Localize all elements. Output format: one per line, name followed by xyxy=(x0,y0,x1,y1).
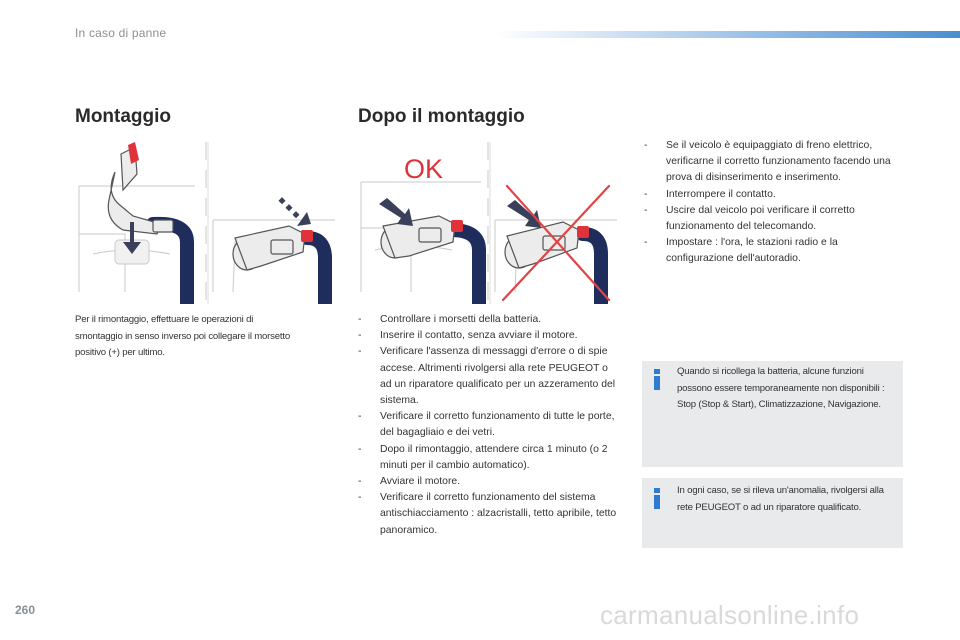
section-header-title: In caso di panne xyxy=(75,26,167,40)
terminal-check-drawing xyxy=(357,142,619,304)
ok-label: OK xyxy=(404,154,444,184)
dopo-montaggio-list xyxy=(358,312,620,539)
info-box-anomaly xyxy=(642,478,903,548)
list-item: - Se il veicolo è equipaggiato di freno elettrico, verificarne il corretto funzionamento facendo una prova di disinserimento e inserimento. xyxy=(644,138,896,187)
list-item: - Dopo il rimontaggio, attendere circa 1 minuto (o 2 minuti per il cambio automatico). xyxy=(358,442,620,474)
montaggio-title: Montaggio xyxy=(75,106,172,127)
info-box-temporary-functions xyxy=(642,361,903,467)
info-icon xyxy=(654,369,660,391)
list-item: - Uscire dal veicolo poi verificare il corretto funzionamento del telecomando. xyxy=(644,203,896,235)
list-item: - Verificare il corretto funzionamento del sistema antischiacciamento : alzacristalli, tetto apribile, tetto panoramico. xyxy=(358,490,620,539)
info-text: Quando si ricollega la batteria, alcune funzioni possono essere temporaneamente non disponibili : Stop (Stop & Start), Climatizzazione, Navigazione. xyxy=(677,366,885,410)
battery-terminal-drawing xyxy=(75,142,337,304)
info-text: In ogni caso, se si rileva un'anomalia, rivolgersi alla rete PEUGEOT o ad un riparatore qualificato. xyxy=(677,485,884,513)
list-item: - Interrompere il contatto. xyxy=(644,187,896,203)
list-item: - Controllare i morsetti della batteria. xyxy=(358,312,620,328)
watermark: carmanualsonline.info xyxy=(600,600,860,630)
dopo-montaggio-illustration xyxy=(357,142,619,304)
list-item: - Verificare il corretto funzionamento di tutte le porte, del bagagliaio e dei vetri. xyxy=(358,409,620,441)
montaggio-paragraph: Per il rimontaggio, effettuare le operazioni di smontaggio in senso inverso poi collegare il morsetto positivo (+) per ultimo. xyxy=(75,314,290,358)
dopo-montaggio-title: Dopo il montaggio xyxy=(358,106,525,127)
list-item: - Impostare : l'ora, le stazioni radio e la configurazione dell'autoradio. xyxy=(644,235,896,267)
montaggio-illustration xyxy=(75,142,337,304)
header-accent-bar xyxy=(495,31,960,38)
list-item: - Avviare il motore. xyxy=(358,474,620,490)
list-item: - Inserire il contatto, senza avviare il motore. xyxy=(358,328,620,344)
page-number: 260 xyxy=(15,603,36,617)
info-icon xyxy=(654,488,660,510)
final-checks-list xyxy=(644,138,896,268)
list-item: - Verificare l'assenza di messaggi d'errore o di spie accese. Altrimenti rivolgersi alla rete PEUGEOT o ad un riparatore qualificato per un azzeramento del sistema. xyxy=(358,344,620,409)
